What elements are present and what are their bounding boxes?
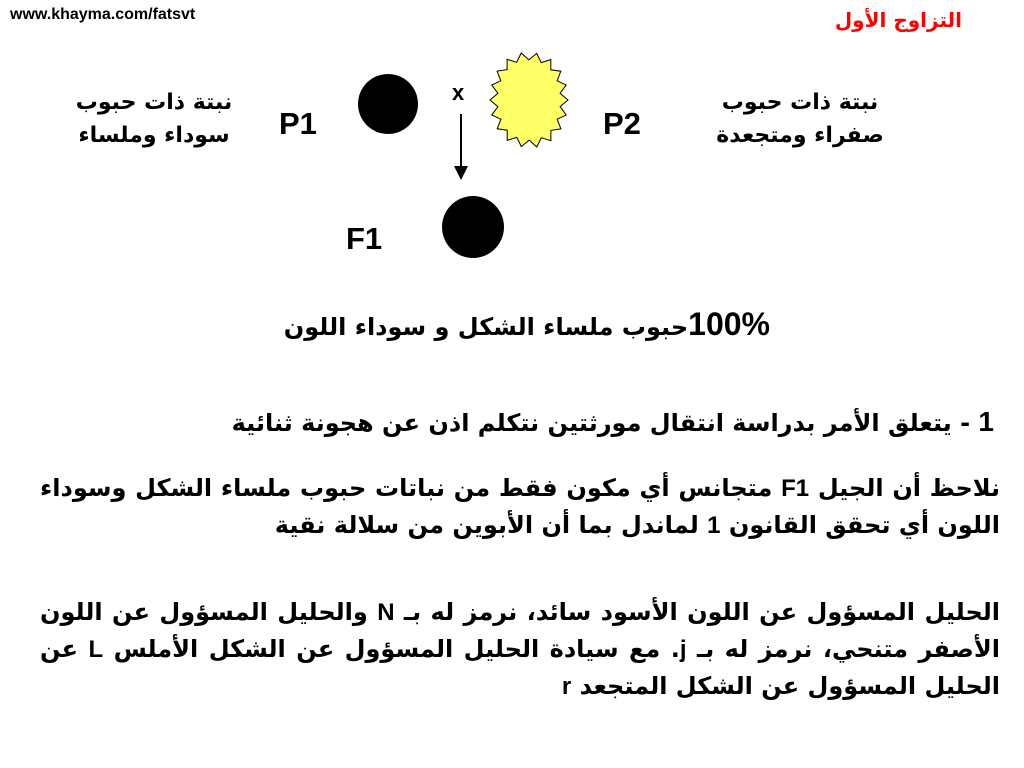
p1-description-line2: سوداء وملساء (78, 123, 230, 148)
f1-result-percent: 100% (688, 306, 770, 342)
p2-description (690, 86, 910, 152)
cross-arrow-head (454, 166, 468, 180)
para2-text-a: الحليل المسؤول عن اللون الأسود سائد، نرمز له بـ (394, 598, 1000, 626)
point-1-text: - يتعلق الأمر بدراسة انتقال مورثتين نتكلم اذن عن هجونة ثنائية (231, 409, 979, 437)
f1-result-text: حبوب ملساء الشكل و سوداء اللون (283, 313, 689, 341)
para2-text-d: عن الحليل المسؤول عن الشكل المتجعد (40, 635, 1000, 700)
para2-text-b: والحليل المسؤول عن اللون الأصفر متنحي، نرمز له بـ (40, 598, 1000, 663)
allele-r: r (561, 673, 572, 700)
p2-label: P2 (603, 106, 641, 141)
allele-N: N (377, 599, 395, 626)
point-1 (232, 406, 994, 438)
f1-result (200, 306, 770, 343)
p2-description-line1: نبتة ذات حبوب (721, 90, 879, 115)
para1-text-c: لماندل بما أن الأبوين من سلالة نقية (274, 511, 708, 539)
p1-description-line1: نبتة ذات حبوب (75, 90, 233, 115)
para1-text-b: متجانس أي مكون فقط من نباتات حبوب ملساء الشكل وسوداء اللون أي تحقق القانون (40, 474, 1000, 539)
paragraph-homogeneity (40, 470, 1000, 544)
para1-f1: F1 (781, 475, 810, 502)
f1-label: F1 (346, 221, 383, 256)
f1-black-seed (442, 196, 504, 258)
page-title: التزاوج الأول (834, 8, 962, 32)
p1-description (44, 86, 264, 152)
para1-law-number: 1 (707, 512, 721, 539)
paragraph-alleles (40, 594, 1000, 705)
p2-yellow-wrinkled-seed (490, 53, 568, 147)
allele-L: L (88, 636, 104, 663)
source-url: www.khayma.com/fatsvt (10, 6, 196, 23)
point-1-number: 1 (978, 406, 994, 437)
p1-label: P1 (279, 106, 317, 141)
para2-text-c: . مع سيادة الحليل المسؤول عن الشكل الأملس (103, 635, 680, 663)
allele-j: j (679, 636, 687, 663)
cross-symbol: x (452, 80, 465, 105)
p2-description-line2: صفراء ومتجعدة (716, 123, 884, 148)
para1-text-a: نلاحظ أن الجيل (809, 474, 1001, 502)
p1-black-seed (358, 74, 418, 134)
